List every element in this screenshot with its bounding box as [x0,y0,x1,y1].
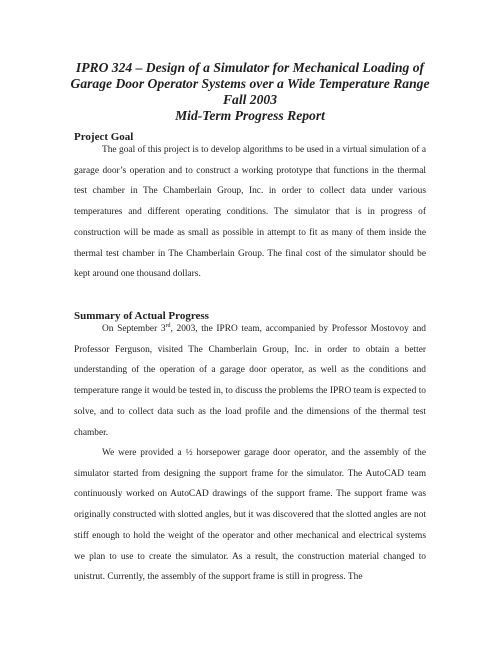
progress-heading: Summary of Actual Progress [74,310,209,322]
title-line-3: Fall 2003 [222,92,277,107]
project-goal-paragraph: The goal of this project is to develop algorithms to be used in a virtual simulation of a garage door’s operation and to construct a working prototype that functions in the thermal test chamber in The Chamberlain Group, Inc. in order to collect data under various temperatures and different operating conditions. The simulator that is in progress of construction will be made as small as possible in attempt to fit as many of them inside the thermal test chamber in The Chamberlain Group. The final cost of the simulator should be kept around one thousand dollars. [74,145,426,280]
title-line-1: IPRO 324 – Design of a Simulator for Mechanical Loading of [75,60,425,75]
title-line-2: Garage Door Operator Systems over a Wide Temperature Range [70,76,430,91]
project-goal-heading: Project Goal [74,131,134,143]
report-title [60,60,440,124]
progress-p1-start: On September 3 [102,324,166,334]
progress-paragraph-1 [74,319,426,443]
progress-p1-rest: , 2003, the IPRO team, accompanied by Professor Mostovoy and Professor Ferguson, visited The Chamberlain Group, Inc. in order to obtain a better understanding of the operation of a garage door operator, as well as the conditions and temperature range it would be tested in, to discuss the problems the IPRO team is expected to solve, and to collect data such as the load profile and the dimensions of the thermal test chamber. [74,324,426,438]
progress-p1-superscript: rd [165,322,171,329]
progress-paragraph-2: We were provided a ½ horsepower garage door operator, and the assembly of the simulator started from designing the support frame for the simulator. The AutoCAD team continuously worked on AutoCAD drawings of the support frame. The support frame was originally constructed with slotted angles, but it was discovered that the slotted angles are not stiff enough to hold the weight of the operator and other mechanical and electrical systems we plan to use to create the simulator. As a result, the construction material changed to unistrut. Currently, the assembly of the support frame is still in progress. The [74,448,426,583]
title-line-4: Mid-Term Progress Report [175,108,325,123]
